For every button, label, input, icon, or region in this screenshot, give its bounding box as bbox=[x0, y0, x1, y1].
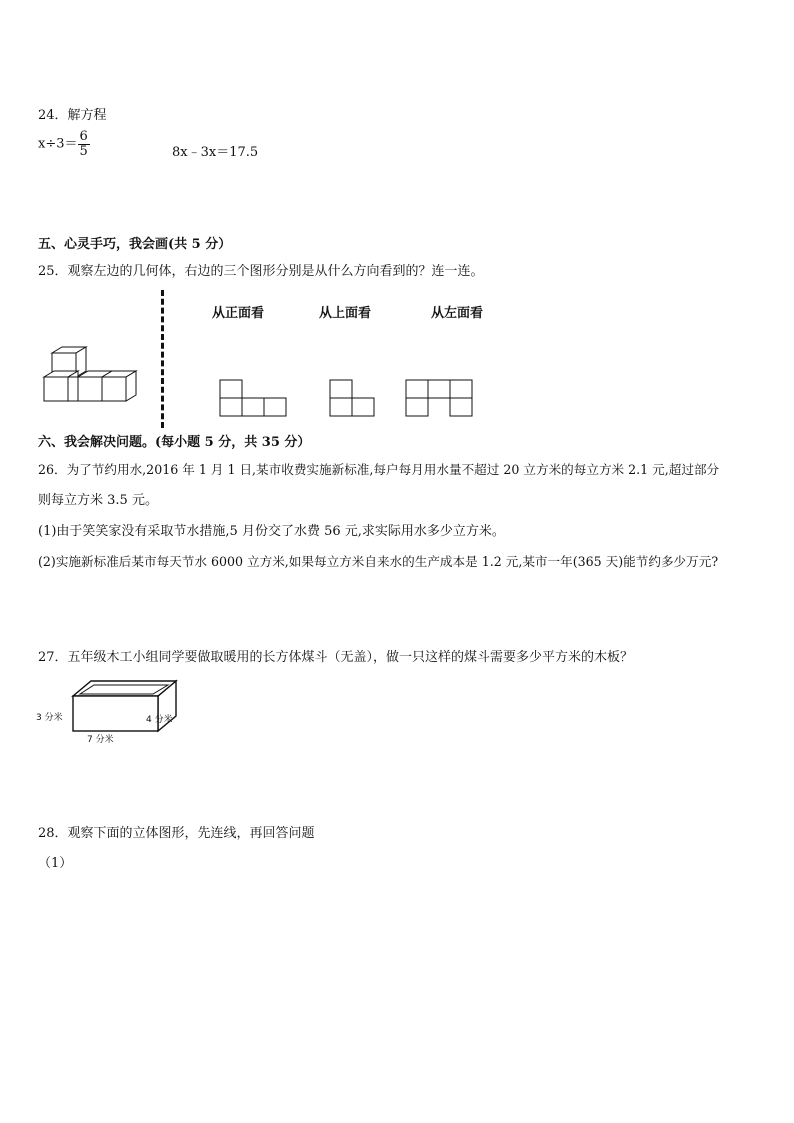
box-width-label: 4 分米 bbox=[146, 715, 173, 725]
q24-equation-1 bbox=[38, 130, 90, 158]
section5-heading: 五、心灵手巧，我会画(共 5 分） bbox=[38, 237, 232, 252]
q26-line1: 26．为了节约用水,2016 年 1 月 1 日,某市收费实施新标准,每户每月用水量不超过 20 立方米的每立方米 2.1 元,超过部分 bbox=[38, 462, 720, 477]
q24-title: 24．解方程 bbox=[38, 108, 107, 123]
view-label-front: 从正面看 bbox=[212, 306, 265, 321]
view-shape-3 bbox=[405, 379, 475, 419]
section6-heading: 六、我会解决问题。(每小题 5 分，共 35 分） bbox=[38, 435, 311, 450]
q24-equation-2: 8x﹣3x＝17.5 bbox=[172, 145, 259, 160]
q26-sub2: (2)实施新标准后某市每天节水 6000 立方米,如果每立方米自来水的生产成本是 1.2 元,某市一年(365 天)能节约多少万元? bbox=[38, 554, 719, 569]
box-height-label: 3 分米 bbox=[36, 713, 63, 723]
q28-text: 28．观察下面的立体图形，先连线，再回答问题 bbox=[38, 826, 315, 841]
dashed-divider bbox=[161, 290, 164, 428]
fraction bbox=[78, 130, 90, 158]
open-box-figure bbox=[36, 678, 186, 746]
q28-sub1: （1） bbox=[38, 856, 73, 871]
cube-solid-figure bbox=[40, 340, 145, 410]
view-shape-2 bbox=[329, 379, 377, 419]
box-length-label: 7 分米 bbox=[87, 735, 114, 745]
q27-text: 27．五年级木工小组同学要做取暖用的长方体煤斗（无盖），做一只这样的煤斗需要多少平方米的木板？ bbox=[38, 650, 634, 665]
q26-line2: 则每立方米 3.5 元。 bbox=[38, 493, 158, 508]
q25-text: 25．观察左边的几何体，右边的三个图形分别是从什么方向看到的？连一连。 bbox=[38, 264, 484, 279]
view-label-left: 从左面看 bbox=[431, 306, 484, 321]
q26-sub1: (1)由于笑笑家没有采取节水措施,5 月份交了水费 56 元,求实际用水多少立方米。 bbox=[38, 524, 505, 539]
fraction-denominator: 5 bbox=[79, 143, 88, 159]
view-label-top: 从上面看 bbox=[319, 306, 372, 321]
fraction-numerator: 6 bbox=[79, 129, 88, 144]
view-shape-1 bbox=[219, 379, 289, 419]
eq1-left: x÷3＝ bbox=[38, 136, 78, 152]
